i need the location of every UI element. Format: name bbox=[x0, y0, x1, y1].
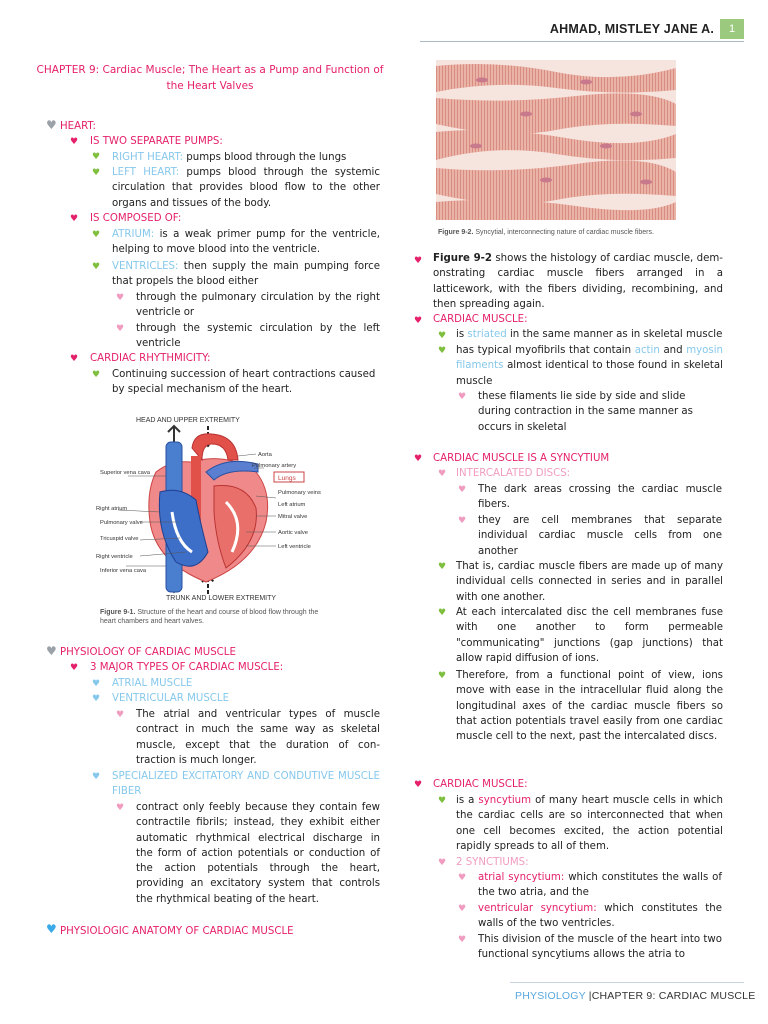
histology-illustration bbox=[436, 60, 676, 220]
heading-syncytium: CARDIAC MUSCLE IS A SYNCYTIUM bbox=[433, 453, 610, 464]
heart-bullet-icon: ♥ bbox=[438, 331, 447, 341]
label-left-atrium: Left atrium bbox=[278, 502, 306, 508]
right-heart-text: RIGHT HEART: pumps blood through the lungs bbox=[112, 152, 347, 163]
heart-bullet-icon: ♥ bbox=[438, 469, 447, 479]
figure1-caption: Figure 9-1. Structure of the heart and course of blood flow through the heart chambers and heart valves. bbox=[100, 609, 319, 625]
figure2-caption: Figure 9-2. Syncytial, interconnecting nature of cardiac muscle fibers. bbox=[438, 229, 654, 236]
heading-rhythm: CARDIAC RHYTHMICITY: bbox=[90, 353, 211, 364]
label-lungs: Lungs bbox=[278, 475, 296, 482]
heart-diagram bbox=[96, 412, 336, 634]
heart-bullet-icon: ♥ bbox=[458, 935, 467, 945]
header-author: AHMAD, MISTLEY JANE A. bbox=[549, 22, 714, 36]
heart-illustration bbox=[96, 412, 336, 634]
heart-bullet-icon: ♥ bbox=[438, 346, 447, 356]
heart-bullet-icon: ♥ bbox=[458, 873, 467, 883]
membranes-text: they are cell membranes that separate individual cardiac muscle cells from one another bbox=[478, 515, 722, 557]
heart-bullet-icon: ♥ bbox=[92, 262, 101, 272]
label-pulm-artery: Pulmonary artery bbox=[252, 463, 297, 469]
label-trunk: TRUNK AND LOWER EXTREMITY bbox=[166, 595, 277, 602]
heart-bullet-icon: ♥ bbox=[46, 118, 57, 132]
av-text: The atrial and ventricular types of muscle contract in much the same way as skeletal muscle, except that the duration of con-traction is much longer. bbox=[136, 709, 380, 766]
label-pulm-veins: Pulmonary veins bbox=[278, 490, 321, 496]
intercalated-discs: INTERCALATED DISCS: bbox=[456, 468, 571, 479]
slide-text: these filaments lie side by side and slide during contraction in the same manner as occurs in skeletal bbox=[478, 391, 693, 433]
intercalated-fuse-text: At each intercalated disc the cell membranes fuse with one another to form permeable "communicating" junctions (gap junctions) that allow rapid diffusion of ions. bbox=[456, 607, 723, 664]
heart-bullet-icon: ♥ bbox=[92, 679, 101, 689]
label-left-ventricle: Left ventricle bbox=[278, 544, 311, 550]
myofibril-text: has typical myofibrils that contain actin and myosin filaments almost identical to those found in skeletal muscle bbox=[456, 345, 723, 387]
heading-types: 3 MAJOR TYPES OF CARDIAC MUSCLE: bbox=[90, 662, 284, 673]
atrial-muscle: ATRIAL MUSCLE bbox=[112, 678, 193, 689]
specialized-muscle: SPECIALIZED EXCITATORY AND CONDUTIVE MUSCLE FIBER bbox=[112, 771, 380, 798]
heart-bullet-icon: ♥ bbox=[414, 316, 423, 326]
left-heart-text: LEFT HEART: pumps blood through the systemic circulation that provides blood flow to the other organs and tissues of the body. bbox=[112, 167, 380, 209]
heart-bullet-icon: ♥ bbox=[438, 796, 447, 806]
heading-anatomy: PHYSIOLOGIC ANATOMY OF CARDIAC MUSCLE bbox=[60, 926, 294, 937]
therefore-text: Therefore, from a functional point of view, ions move with ease in the intracellular fluid along the longitudinal axes of the cardiac muscle fibers so that action potentials travel easily from one cardiac muscle cell to the next, past the intercalated discs. bbox=[456, 670, 723, 743]
heart-bullet-icon: ♥ bbox=[70, 137, 79, 147]
footer-divider bbox=[510, 982, 744, 983]
heart-bullet-icon: ♥ bbox=[438, 562, 447, 572]
atrium-text: ATRIUM: is a weak primer pump for the ventricle, helping to move blood into the ventricle. bbox=[112, 229, 380, 256]
heart-bullet-icon: ♥ bbox=[92, 370, 101, 380]
specialized-text: contract only feebly because they contain few contractile fibrils; instead, they exhibit either automatic rhythmical electrical discharge in the form of action potentials or conduction of the action potentials through the heart, providing an excitatory system that controls the rhythmical beating of the heart. bbox=[136, 802, 380, 905]
heading-heart: HEART: bbox=[60, 121, 96, 132]
heart-bullet-icon: ♥ bbox=[116, 324, 125, 334]
header-divider bbox=[420, 41, 744, 42]
two-syncytiums: 2 SYNCTIUMS: bbox=[456, 857, 529, 868]
heart-bullet-icon: ♥ bbox=[116, 710, 125, 720]
heart-bullet-icon: ♥ bbox=[116, 293, 125, 303]
heart-bullet-icon: ♥ bbox=[92, 152, 101, 162]
atrial-syncytium-text: atrial syncytium: which constitutes the walls of the two atria, and the bbox=[478, 872, 722, 899]
label-right-ventricle: Right ventricle bbox=[96, 554, 133, 560]
label-tricuspid: Tricuspid valve bbox=[100, 536, 139, 542]
heading-physiology: PHYSIOLOGY OF CARDIAC MUSCLE bbox=[60, 647, 236, 658]
heart-bullet-icon: ♥ bbox=[458, 516, 467, 526]
heart-bullet-icon: ♥ bbox=[458, 485, 467, 495]
that-is-text: That is, cardiac muscle fibers are made up of many individual cells connected in series and in parallel with one another. bbox=[456, 561, 723, 603]
footer: PHYSIOLOGY |CHAPTER 9: CARDIAC MUSCLE bbox=[515, 990, 756, 1002]
heart-bullet-icon: ♥ bbox=[438, 608, 447, 618]
heart-bullet-icon: ♥ bbox=[92, 168, 101, 178]
label-aorta: Aorta bbox=[258, 452, 272, 458]
heading-composed: IS COMPOSED OF: bbox=[90, 213, 182, 224]
rhythm-text: Continuing succession of heart contractions caused by special mechanism of the heart. bbox=[112, 369, 376, 396]
pulmonary-text: through the pulmonary circulation by the right ventricle or bbox=[136, 292, 380, 319]
systemic-text: through the systemic circulation by the left ventricle bbox=[136, 323, 380, 350]
ventricles-text: VENTRICLES: then supply the main pumping force that propels the blood either bbox=[112, 261, 380, 288]
syncytium-text: is a syncytium of many heart muscle cells in which the cardiac cells are so interconnected that when one cell becomes excited, the action potential rapidly spreads to all of them. bbox=[456, 795, 723, 852]
heart-bullet-icon: ♥ bbox=[92, 772, 101, 782]
striated-text: is striated in the same manner as in skeletal muscle bbox=[456, 329, 723, 340]
heart-bullet-icon: ♥ bbox=[458, 904, 467, 914]
label-aortic: Aortic valve bbox=[278, 530, 308, 536]
heart-bullet-icon: ♥ bbox=[92, 694, 101, 704]
heart-bullet-icon: ♥ bbox=[414, 256, 423, 266]
figure-ref-text: Figure 9-2 shows the histology of cardiac muscle, dem-onstrating cardiac muscle fibers arranged in a latticework, with the fibers dividing, recombining, and then spreading again. bbox=[433, 253, 723, 310]
heart-bullet-icon: ♥ bbox=[46, 644, 57, 658]
label-head: HEAD AND UPPER EXTREMITY bbox=[136, 417, 240, 424]
heading-cardiac-muscle: CARDIAC MUSCLE: bbox=[433, 314, 528, 325]
heart-bullet-icon: ♥ bbox=[70, 214, 79, 224]
division-text: This division of the muscle of the heart into two functional syncytiums allows the atria to bbox=[478, 934, 722, 961]
heading-two-pumps: IS TWO SEPARATE PUMPS: bbox=[90, 136, 223, 147]
muscle-histology-image bbox=[436, 60, 676, 220]
label-pulm-valve: Pulmonary valve bbox=[100, 520, 143, 526]
heart-bullet-icon: ♥ bbox=[458, 392, 467, 402]
heart-bullet-icon: ♥ bbox=[92, 230, 101, 240]
dark-areas-text: The dark areas crossing the cardiac muscle fibers. bbox=[478, 484, 722, 511]
label-mitral: Mitral valve bbox=[278, 514, 308, 520]
heart-bullet-icon: ♥ bbox=[70, 354, 79, 364]
heart-bullet-icon: ♥ bbox=[414, 454, 423, 464]
heart-bullet-icon: ♥ bbox=[438, 858, 447, 868]
heart-bullet-icon: ♥ bbox=[116, 803, 125, 813]
chapter-title: CHAPTER 9: Cardiac Muscle; The Heart as a Pump and Function of the Heart Valves bbox=[36, 64, 384, 92]
page-number: 1 bbox=[720, 19, 744, 39]
heart-bullet-icon: ♥ bbox=[46, 922, 57, 936]
ventricular-syncytium-text: ventricular syncytium: which constitutes the walls of the two ventricles. bbox=[478, 903, 722, 930]
label-ivc: Inferior vena cava bbox=[100, 568, 147, 574]
label-svc: Superior vena cava bbox=[100, 470, 150, 476]
label-right-atrium: Right atrium bbox=[96, 506, 128, 512]
heart-bullet-icon: ♥ bbox=[438, 671, 447, 681]
ventricular-muscle: VENTRICULAR MUSCLE bbox=[112, 693, 230, 704]
heart-bullet-icon: ♥ bbox=[70, 663, 79, 673]
heart-bullet-icon: ♥ bbox=[414, 780, 423, 790]
heading-cardiac-muscle-2: CARDIAC MUSCLE: bbox=[433, 779, 528, 790]
